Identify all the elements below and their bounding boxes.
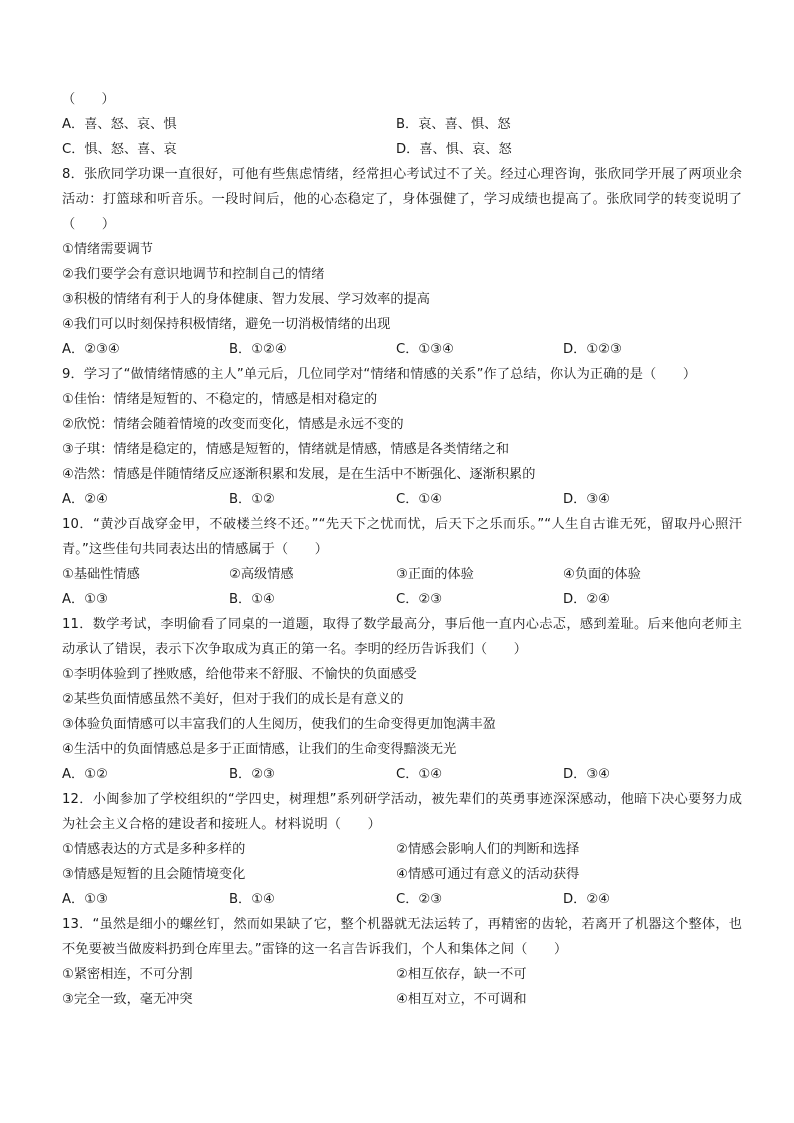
q9-item-4: ④浩然：情感是伴随情绪反应逐渐积累和发展，是在生活中不断强化、逐渐积累的: [62, 467, 536, 482]
q11-option-d: D．③④: [563, 767, 610, 782]
q12-stem: 12．小闽参加了学校组织的“学四史，树理想”系列研学活动，被先辈们的英勇事迹深深感动，他暗下决心要努力成为社会主义合格的建设者和接班人。材料说明（ ）: [62, 792, 742, 832]
q13-item-4: ④相互对立，不可调和: [396, 992, 527, 1007]
q10-item-3: ③正面的体验: [396, 567, 474, 582]
q10-options: [62, 587, 742, 612]
q12-items-row2: [62, 862, 742, 887]
exam-page: [62, 87, 742, 1012]
q12-option-d: D．②④: [563, 892, 610, 907]
q9-options: [62, 487, 742, 512]
q8-options: [62, 337, 742, 362]
q12-item-1: ①情感表达的方式是多种多样的: [62, 842, 246, 857]
q10-option-c: C．②③: [396, 592, 443, 607]
q12-items-row1: [62, 837, 742, 862]
q8-option-b: B．①②④: [229, 342, 287, 357]
q8-option-a: A．②③④: [62, 342, 120, 357]
q11-option-a: A．①②: [62, 767, 108, 782]
q11-option-c: C．①④: [396, 767, 443, 782]
q9-item-1: ①佳怡：情绪是短暂的、不稳定的，情感是相对稳定的: [62, 392, 378, 407]
q8-stem: 8．张欣同学功课一直很好，可他有些焦虑情绪，经常担心考试过不了关。经过心理咨询，张欣同学开展了两项业余活动：打篮球和听音乐。一段时间后，他的心态稳定了，身体强健了，学习成绩也提高了。张欣同学的转变说明了（ ）: [62, 167, 742, 232]
q13-items-row1: [62, 962, 742, 987]
q8-option-c: C．①③④: [396, 342, 454, 357]
q8-item-1: ①情绪需要调节: [62, 242, 153, 257]
q12-item-3: ③情感是短暂的且会随情境变化: [62, 867, 246, 882]
q8-item-3: ③积极的情绪有利于人的身体健康、智力发展、学习效率的提高: [62, 292, 430, 307]
q12-option-c: C．②③: [396, 892, 443, 907]
q11-stem: 11．数学考试，李明偷看了同桌的一道题，取得了数学最高分，事后他一直内心忐忑，感到羞耻。后来他向老师主动承认了错误，表示下次争取成为真正的第一名。李明的经历告诉我们（ ）: [62, 617, 742, 657]
q11-item-2: ②某些负面情感虽然不美好，但对于我们的成长是有意义的: [62, 692, 404, 707]
q10-option-a: A．①③: [62, 592, 108, 607]
q8-item-2: ②我们要学会有意识地调节和控制自己的情绪: [62, 267, 325, 282]
q10-item-2: ②高级情感: [229, 567, 294, 582]
q9-option-b: B．①②: [229, 492, 275, 507]
q9-option-d: D．③④: [563, 492, 610, 507]
q7-option-c: C．惧、怒、喜、哀: [62, 142, 177, 157]
q9-stem: 9．学习了“做情绪情感的主人”单元后，几位同学对“情绪和情感的关系”作了总结，你认为正确的是（ ）: [62, 367, 697, 382]
q10-item-4: ④负面的体验: [563, 567, 641, 582]
q11-item-1: ①李明体验到了挫败感，给他带来不舒服、不愉快的负面感受: [62, 667, 417, 682]
q8-option-d: D．①②③: [563, 342, 622, 357]
q11-item-3: ③体验负面情感可以丰富我们的人生阅历，使我们的生命变得更加饱满丰盈: [62, 717, 496, 732]
q10-option-b: B．①④: [229, 592, 275, 607]
q13-item-2: ②相互依存，缺一不可: [396, 967, 527, 982]
q12-option-b: B．①④: [229, 892, 275, 907]
q11-item-4: ④生活中的负面情感总是多于正面情感，让我们的生命变得黯淡无光: [62, 742, 457, 757]
q10-option-d: D．②④: [563, 592, 610, 607]
q7-options-row1: [62, 112, 742, 137]
q7-option-b: B．哀、喜、惧、怒: [396, 117, 511, 132]
q10-items: [62, 562, 742, 587]
q9-item-3: ③子琪：情绪是稳定的，情感是短暂的，情绪就是情感，情感是各类情绪之和: [62, 442, 510, 457]
q7-option-a: A．喜、怒、哀、惧: [62, 117, 177, 132]
q9-option-c: C．①④: [396, 492, 443, 507]
q13-item-3: ③完全一致，毫无冲突: [62, 992, 193, 1007]
q7-paren: （ ）: [62, 92, 115, 107]
q7-option-d: D．喜、惧、哀、怒: [396, 142, 512, 157]
q8-item-4: ④我们可以时刻保持积极情绪，避免一切消极情绪的出现: [62, 317, 391, 332]
q13-item-1: ①紧密相连，不可分割: [62, 967, 193, 982]
q12-option-a: A．①③: [62, 892, 108, 907]
q13-stem: 13．“虽然是细小的螺丝钉，然而如果缺了它，整个机器就无法运转了，再精密的齿轮，若离开了机器这个整体，也不免要被当做废料扔到仓库里去。”雷锋的这一名言告诉我们，个人和集体之间（ ）: [62, 917, 742, 957]
q7-options-row2: [62, 137, 742, 162]
q11-options: [62, 762, 742, 787]
q10-stem: 10．“黄沙百战穿金甲，不破楼兰终不还。”“先天下之忧而忧，后天下之乐而乐。”“人生自古谁无死，留取丹心照汗青。”这些佳句共同表达出的情感属于（ ）: [62, 517, 742, 557]
q12-item-4: ④情感可通过有意义的活动获得: [396, 867, 580, 882]
q11-option-b: B．②③: [229, 767, 275, 782]
q12-item-2: ②情感会影响人们的判断和选择: [396, 842, 580, 857]
q9-option-a: A．②④: [62, 492, 108, 507]
q9-item-2: ②欣悦：情绪会随着情境的改变而变化，情感是永远不变的: [62, 417, 404, 432]
q13-items-row2: [62, 987, 742, 1012]
q10-item-1: ①基础性情感: [62, 567, 140, 582]
q12-options: [62, 887, 742, 912]
